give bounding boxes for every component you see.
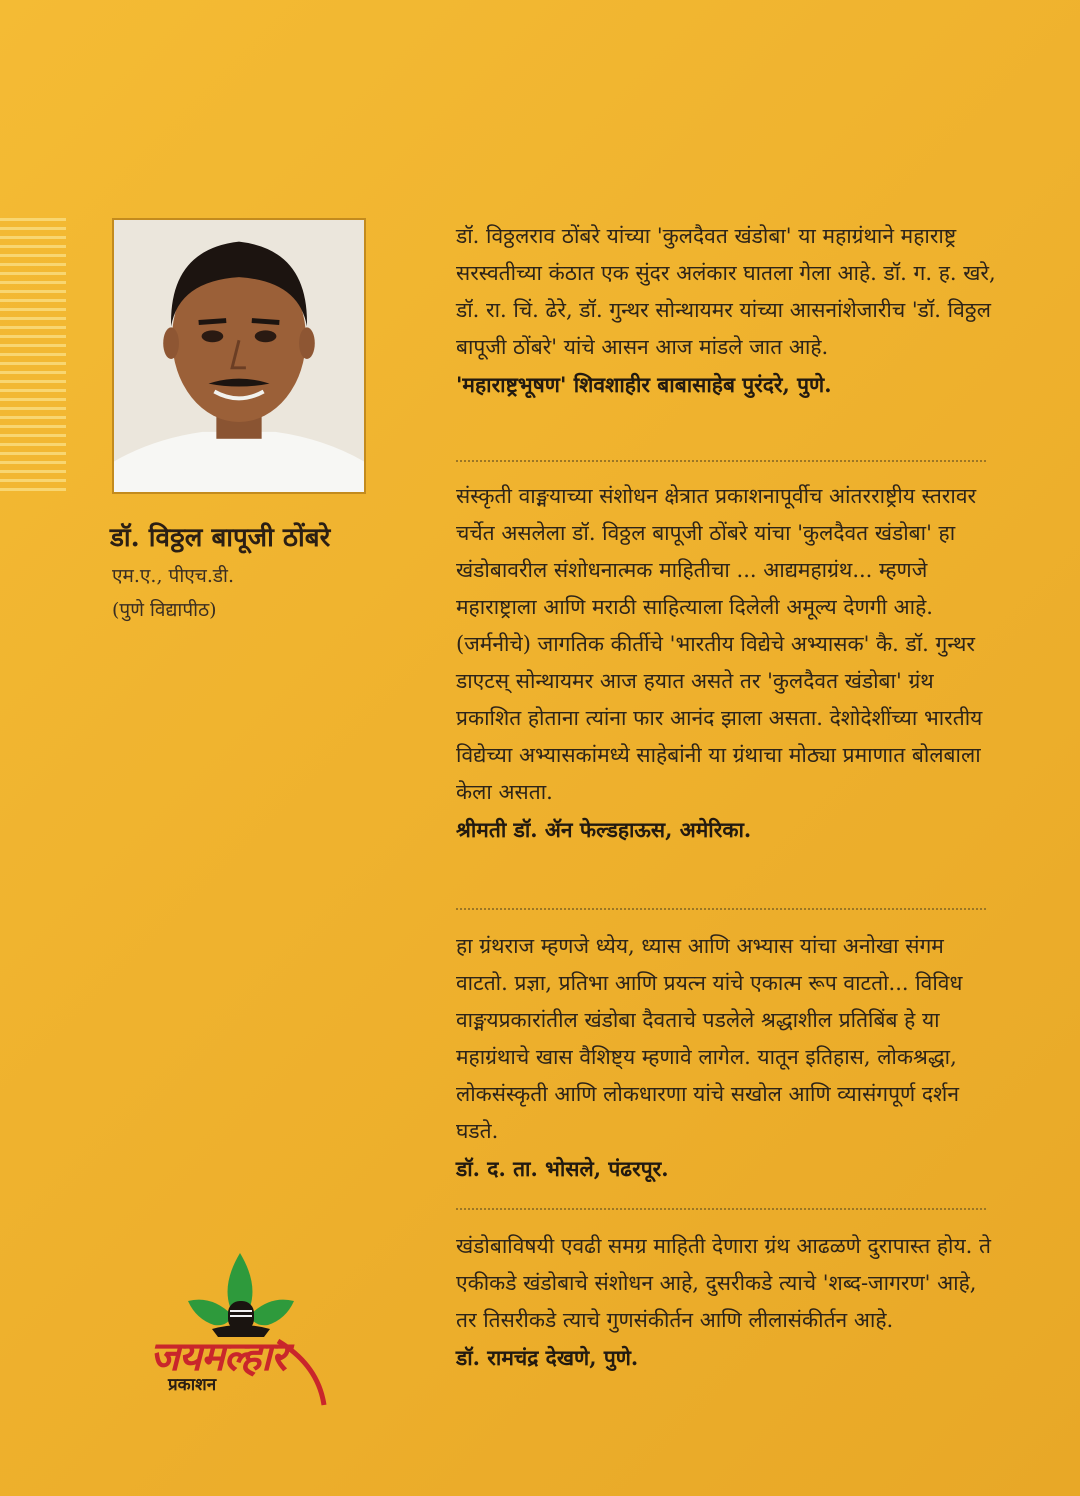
publisher-logo [148,1245,348,1415]
author-name: डॉ. विठ्ठल बापूजी ठोंबरे [110,523,331,553]
quote-source: श्रीमती डॉ. ॲन फेल्डहाऊस, अमेरिका. [456,817,752,842]
divider [456,460,986,462]
quote-text: खंडोबाविषयी एवढी समग्र माहिती देणारा ग्रंथ आढळणे दुरापास्त होय. ते एकीकडे खंडोबाचे संशोधन आहे, दुसरीकडे त्याचे 'शब्द-जागरण' आहे, तर तिसरीकडे त्याचे गुणसंकीर्तन आणि लीलासंकीर्तन आहे. [456,1234,991,1332]
publisher-sub: प्रकाशन [168,1375,217,1395]
quote-block-2 [456,478,996,848]
quote-source: 'महाराष्ट्रभूषण' शिवशाहीर बाबासाहेब पुरंदरे, पुणे. [456,372,832,397]
divider [456,1208,986,1210]
quote-text: हा ग्रंथराज म्हणजे ध्येय, ध्यास आणि अभ्यास यांचा अनोखा संगम वाटतो. प्रज्ञा, प्रतिभा आणि प्रयत्न यांचे एकात्म रूप वाटतो... विविध वाङ्मयप्रकारांतील खंडोबा दैवताचे पडलेले श्रद्धाशील प्रतिबिंब हे या महाग्रंथाचे खास वैशिष्ट्य म्हणावे लागेल. यातून इतिहास, लोकश्रद्धा, लोकसंस्कृती आणि लोकधारणा यांचे सखोल आणि व्यासंगपूर्ण दर्शन घडते. [456,934,963,1143]
decorative-stripes [0,218,66,494]
quote-block-1 [456,218,996,403]
quote-text: डॉ. विठ्ठलराव ठोंबरे यांच्या 'कुलदैवत खंडोबा' या महाग्रंथाने महाराष्ट्र सरस्वतीच्या कंठात एक सुंदर अलंकार घातला गेला आहे. डॉ. ग. ह. खरे, डॉ. रा. चिं. ढेरे, डॉ. गुन्थर सोन्थायमर यांच्या आसनांशेजारीच 'डॉ. विठ्ठल बापूजी ठोंबरे' यांचे आसन आज मांडले जात आहे. [456,224,996,359]
quote-block-4 [456,1228,996,1376]
author-university: (पुणे विद्यापीठ) [112,599,217,621]
quote-block-3 [456,928,996,1187]
author-degree: एम.ए., पीएच.डी. [112,565,234,587]
divider [456,908,986,910]
quote-source: डॉ. द. ता. भोसले, पंढरपूर. [456,1156,669,1181]
author-photo [112,218,366,494]
quote-text: संस्कृती वाङ्मयाच्या संशोधन क्षेत्रात प्रकाशनापूर्वीच आंतरराष्ट्रीय स्तरावर चर्चेत असलेला डॉ. विठ्ठल बापूजी ठोंबरे यांचा 'कुलदैवत खंडोबा' हा खंडोबावरील संशोधनात्मक माहितीचा ... आद्यमहाग्रंथ... म्हणजे महाराष्ट्राला आणि मराठी साहित्याला दिलेली अमूल्य देणगी आहे. (जर्मनीचे) जागतिक कीर्तीचे 'भारतीय विद्येचे अभ्यासक' कै. डॉ. गुन्थर डाएटस् सोन्थायमर आज हयात असते तर 'कुलदैवत खंडोबा' ग्रंथ प्रकाशित होताना त्यांना फार आनंद झाला असता. देशोदेशींच्या भारतीय विद्येच्या अभ्यासकांमध्ये साहेबांनी या ग्रंथाचा मोठ्या प्रमाणात बोलबाला केला असता. [456,484,983,804]
quote-source: डॉ. रामचंद्र देखणे, पुणे. [456,1345,639,1370]
publisher-name: जयमल्हार [150,1333,286,1380]
